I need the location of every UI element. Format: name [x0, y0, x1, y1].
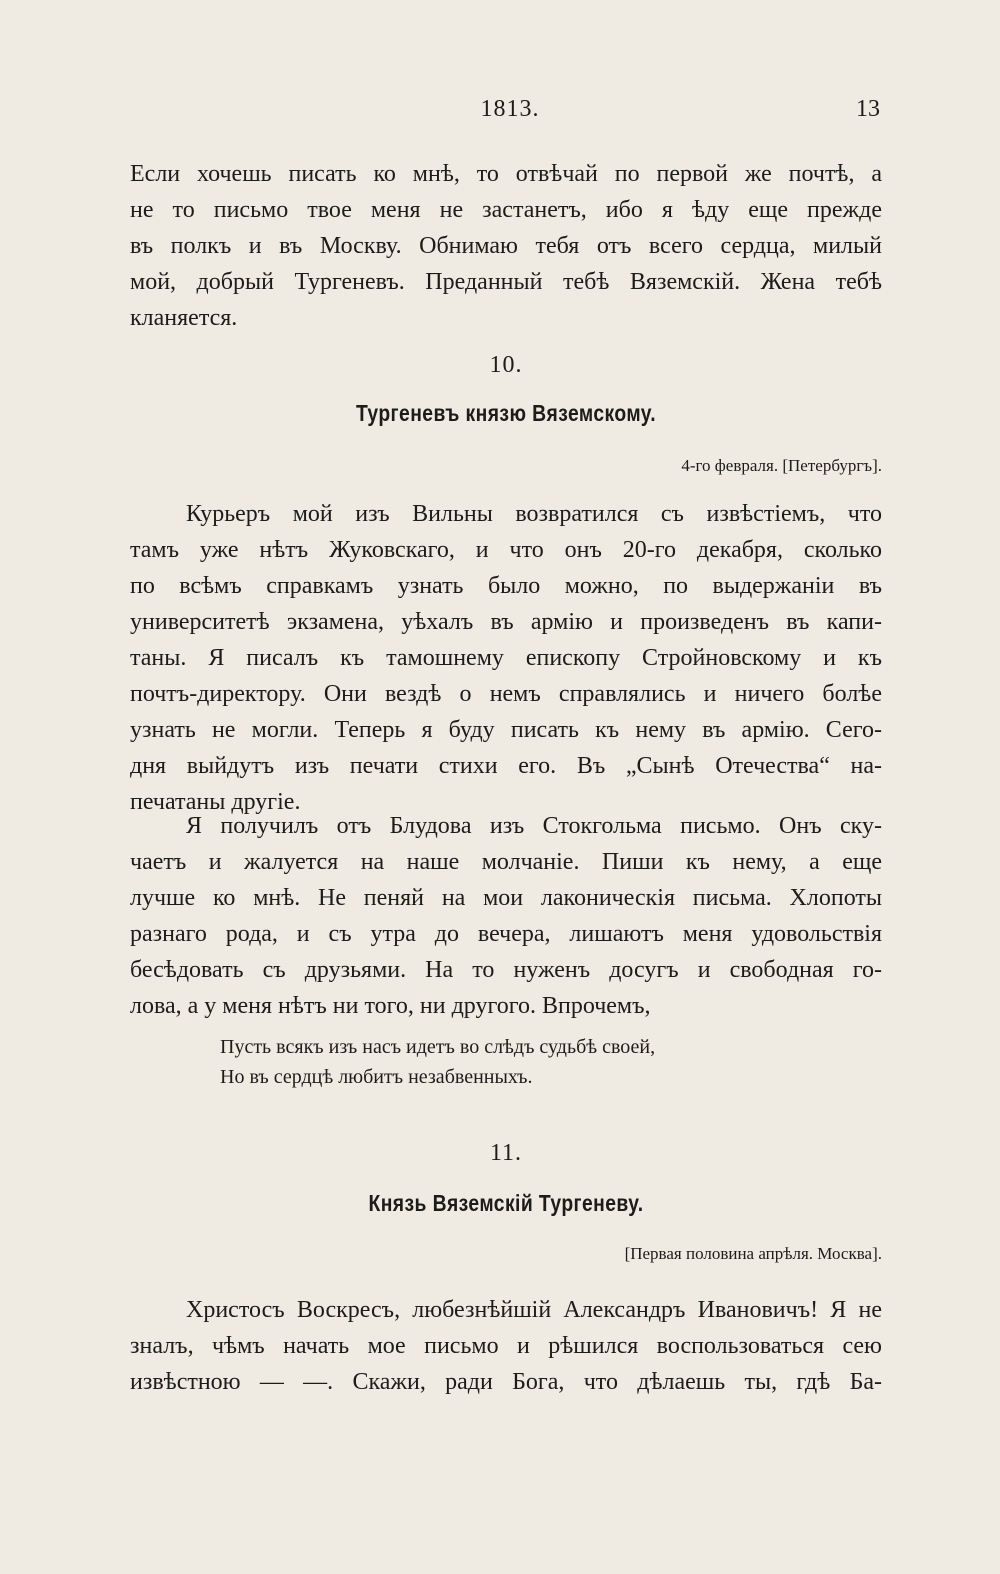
text-line: лучше ко мнѣ. Не пеняй на мои лаконическія письма. Хлопоты: [130, 885, 882, 911]
letter-dateline: [Первая половина апрѣля. Москва].: [624, 1244, 882, 1263]
text-line: Христосъ Воскресъ, любезнѣйшій Александръ Ивановичъ! Я не: [186, 1297, 882, 1323]
text-line: мой, добрый Тургеневъ. Преданный тебѣ Вяземскій. Жена тебѣ: [130, 269, 882, 295]
text-line: узнать не могли. Теперь я буду писать къ нему въ армію. Сего-: [130, 717, 882, 743]
text-line: не то письмо твое меня не застанетъ, ибо я ѣду еще прежде: [130, 197, 882, 223]
verse-line: Но въ сердцѣ любитъ незабвенныхъ.: [220, 1066, 533, 1088]
text-line: кланяется.: [130, 305, 238, 331]
text-line: дня выйдутъ изъ печати стихи его. Въ „Сынѣ Отечества“ на-: [130, 753, 882, 779]
continuation-paragraph: [130, 156, 882, 336]
page-number: 13: [856, 96, 880, 122]
letter-paragraph: [130, 808, 882, 1024]
text-line: почтъ-директору. Они вездѣ о немъ справлялись и ничего болѣе: [130, 681, 882, 707]
text-line: печатаны другіе.: [130, 789, 301, 815]
letter-number: 10.: [489, 352, 523, 378]
text-line: разнаго рода, и съ утра до вечера, лишаютъ меня удовольствія: [130, 921, 882, 947]
text-line: Я получилъ отъ Блудова изъ Стокгольма письмо. Онъ ску-: [186, 813, 882, 839]
text-line: чаетъ и жалуется на наше молчаніе. Пиши къ нему, а еще: [130, 849, 882, 875]
text-line: по всѣмъ справкамъ узнать было можно, по выдержаніи въ: [130, 573, 882, 599]
letter-paragraph: [130, 1292, 882, 1400]
text-line: таны. Я писалъ къ тамошнему епископу Стройновскому и къ: [130, 645, 882, 671]
letter-title: Тургеневъ князю Вяземскому.: [355, 400, 657, 426]
letter-title: Князь Вяземскій Тургеневу.: [368, 1190, 644, 1216]
letter-dateline: 4-го февраля. [Петербургъ].: [681, 456, 882, 475]
letter-paragraph: [130, 496, 882, 820]
text-line: въ полкъ и въ Москву. Обнимаю тебя отъ всего сердца, милый: [130, 233, 882, 259]
text-line: лова, а у меня нѣтъ ни того, ни другого. Впрочемъ,: [130, 993, 651, 1019]
letter-number: 11.: [489, 1140, 523, 1166]
text-line: извѣстною — —. Скажи, ради Бога, что дѣлаешь ты, гдѣ Ба-: [130, 1369, 882, 1395]
verse-line: Пусть всякъ изъ насъ идетъ во слѣдъ судьбѣ своей,: [220, 1036, 656, 1058]
running-head-year: 1813.: [480, 96, 540, 122]
text-line: зналъ, чѣмъ начать мое письмо и рѣшился воспользоваться сею: [130, 1333, 882, 1359]
text-line: тамъ уже нѣтъ Жуковскаго, и что онъ 20-го декабря, сколько: [130, 537, 882, 563]
text-line: бесѣдовать съ друзьями. На то нуженъ досугъ и свободная го-: [130, 957, 882, 983]
text-line: Если хочешь писать ко мнѣ, то отвѣчай по первой же почтѣ, а: [130, 161, 882, 187]
text-line: университетѣ экзамена, уѣхалъ въ армію и произведенъ въ капи-: [130, 609, 882, 635]
verse-quotation: [220, 1032, 655, 1092]
text-line: Курьеръ мой изъ Вильны возвратился съ извѣстіемъ, что: [186, 501, 882, 527]
